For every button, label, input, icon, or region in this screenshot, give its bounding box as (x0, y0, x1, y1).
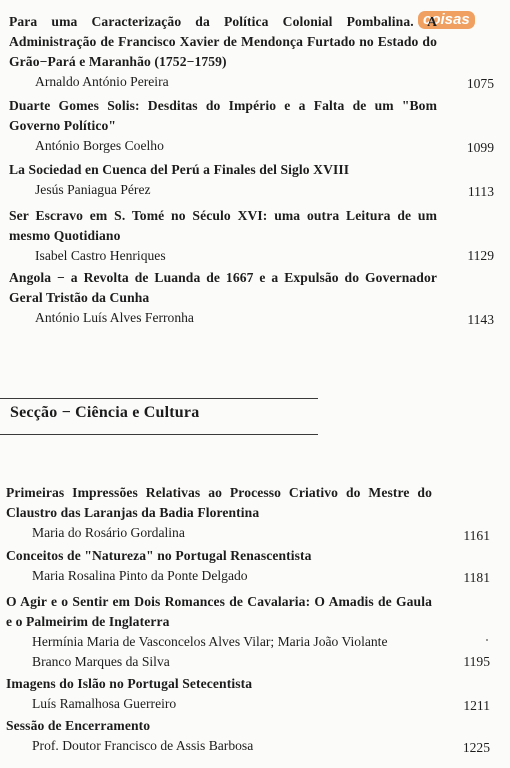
entry-page-number: 1075 (466, 76, 494, 91)
entry-page-number: 1181 (463, 570, 490, 585)
entry-title: O Agir e o Sentir em Dois Romances de Cavalaria: O Amadis de Gaula e o Palmeirim de Inglaterra (6, 594, 432, 629)
entry-author: Arnaldo António Pereira (35, 74, 169, 89)
toc-entry (9, 160, 437, 200)
entry-page-number: 1225 (462, 740, 490, 755)
entry-title: Duarte Gomes Solis: Desditas do Império e a Falta de um "Bom Governo Político" (9, 98, 437, 133)
toc-entry (9, 96, 437, 156)
entry-author: Jesús Paniagua Pérez (35, 182, 151, 197)
section-rule-top (0, 398, 318, 399)
entry-page-number: 1113 (467, 184, 494, 199)
entry-author: Hermínia Maria de Vasconcelos Alves Vilar; Maria João Violante Branco Marques da Silva (32, 634, 388, 669)
section-rule-bottom (0, 434, 318, 435)
entry-title: Ser Escravo em S. Tomé no Século XVI: uma outra Leitura de um mesmo Quotidiano (9, 208, 437, 243)
entry-title: Imagens do Islão no Portugal Setecentista (6, 676, 253, 691)
toc-entry (9, 12, 437, 92)
entry-author: Prof. Doutor Francisco de Assis Barbosa (32, 738, 254, 753)
entry-title: Angola − a Revolta de Luanda de 1667 e a Expulsão do Governador Geral Tristão da Cunha (9, 270, 437, 305)
entry-author: António Luís Alves Ferronha (35, 310, 194, 325)
toc-entry (9, 206, 437, 266)
entry-title: Conceitos de "Natureza" no Portugal Renascentista (6, 548, 312, 563)
entry-title: Primeiras Impressões Relativas ao Processo Criativo do Mestre do Claustro das Laranjas da Badia Florentina (6, 485, 432, 520)
toc-entry (6, 592, 432, 672)
toc-entry (6, 483, 432, 543)
entry-page-number: 1129 (467, 248, 494, 263)
scan-speck (486, 639, 488, 641)
toc-entry (9, 268, 437, 328)
entry-page-number: 1143 (467, 312, 494, 327)
entry-title: Sessão de Encerramento (6, 718, 151, 733)
toc-entry (6, 546, 432, 586)
entry-page-number: 1195 (463, 654, 490, 669)
entry-page-number: 1211 (463, 698, 490, 713)
entry-title: Para uma Caracterização da Política Colonial Pombalina. A Administração de Francisco Xavier de Mendonça Furtado no Estado do Grão−Pará e Maranhão (1752−1759) (9, 14, 437, 69)
entry-author: António Borges Coelho (35, 138, 164, 153)
entry-title: La Sociedad en Cuenca del Perú a Finales del Siglo XVIII (9, 162, 350, 177)
entry-author: Maria do Rosário Gordalina (32, 525, 185, 540)
entry-page-number: 1099 (466, 140, 494, 155)
entry-author: Maria Rosalina Pinto da Ponte Delgado (32, 568, 248, 583)
entry-page-number: 1161 (463, 528, 490, 543)
toc-entry (6, 716, 432, 756)
entry-author: Isabel Castro Henriques (35, 248, 166, 263)
toc-entry (6, 674, 432, 714)
entry-author: Luís Ramalhosa Guerreiro (32, 696, 177, 711)
section-title: Secção − Ciência e Cultura (10, 404, 200, 421)
watermark-logo: coisas (418, 11, 475, 29)
